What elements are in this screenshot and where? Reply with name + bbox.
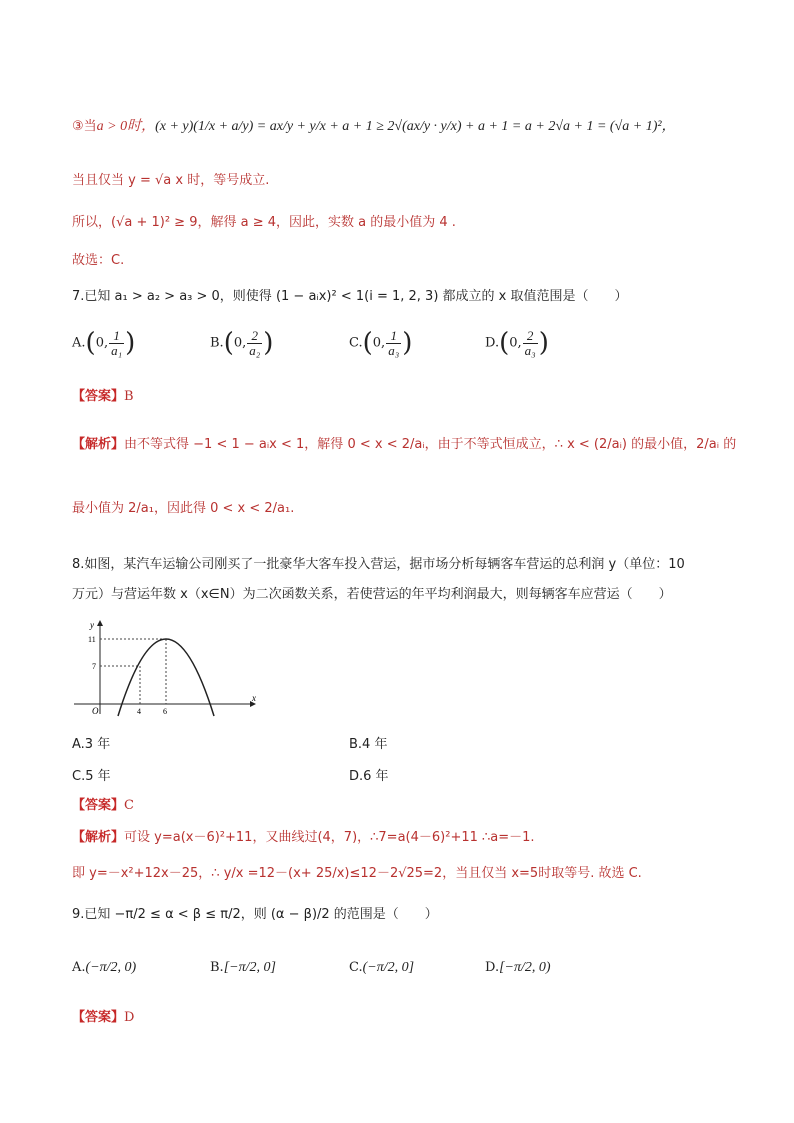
q6-line2: 当且仅当 y = √a x 时，等号成立. — [72, 173, 270, 188]
q9-stem: 9.已知 −π/2 ≤ α < β ≤ π/2，则 (α − β)/2 的范围是（ ） — [72, 907, 438, 922]
q7-answer — [72, 387, 134, 407]
y-tick-7: 7 — [92, 662, 96, 671]
q9-option-a — [72, 960, 136, 976]
q7-option-d: D.(0, $\frac{2}{\text{a₃}}$ ) — [485, 327, 549, 358]
q8-analysis-tag: 【解析】 — [72, 830, 125, 845]
x-tick-4: 4 — [137, 707, 141, 716]
q7-stem: 7.已知 a₁ > a₂ > a₃ > 0，则使得 (1 − aᵢx)² < 1(i = 1, 2, 3) 都成立的 x 取值范围是（ ） — [72, 289, 628, 304]
q9-option-d — [485, 960, 551, 976]
y-axis-label: y — [90, 620, 94, 630]
origin-label: O — [92, 706, 99, 716]
q8-option-c: C.5 年 — [72, 769, 111, 784]
q7-answer-tag: 【答案】 — [72, 389, 125, 404]
q8-graph — [70, 618, 260, 718]
q7-a-num: 1 — [109, 329, 124, 344]
q7-c-den: a₃ — [388, 342, 400, 358]
q8-answer-tag: 【答案】 — [72, 798, 125, 813]
q7-option-c: C.(0, $\frac{1}{\text{a₃}}$ ) — [349, 327, 413, 358]
q7-option-d-label: D. — [485, 335, 500, 351]
q8-analysis-text-1: 可设 y=a(x－6)²+11，又曲线过(4，7)，∴7=a(4－6)²+11 ∴a=－1. — [124, 830, 535, 845]
q8-stem-2: 万元）与营运年数 x（x∈N）为二次函数关系，若使营运的年平均利润最大，则每辆客车应营运（ ） — [72, 587, 672, 602]
q9-option-b-label: B. — [210, 960, 224, 975]
q7-option-c-label: C. — [349, 335, 363, 351]
q9-option-a-text: (−π/2, 0) — [85, 960, 137, 975]
q7-b-num: 2 — [247, 329, 262, 344]
q9-option-d-text: [−π/2, 0) — [499, 960, 551, 975]
q8-option-d: D.6 年 — [349, 769, 389, 784]
q7-option-a: A.(0, $\frac{1}{\text{a₁}}$ ) — [72, 327, 136, 358]
q9-option-a-label: A. — [72, 960, 86, 975]
q9-option-d-label: D. — [485, 960, 500, 975]
q6-line1 — [72, 117, 676, 137]
q7-option-b-label: B. — [210, 335, 224, 351]
q8-stem-1: 8.如图，某汽车运输公司刚买了一批豪华大客车投入营运，据市场分析每辆客车营运的总利润 y（单位：10 — [72, 557, 685, 572]
q7-analysis-1 — [72, 435, 736, 455]
q8-analysis-2: 即 y=－x²+12x－25，∴ y/x =12－(x+ 25/x)≤12－2√25=2，当且仅当 x=5时取等号. 故选 C. — [72, 866, 642, 881]
q7-a-den: a₁ — [111, 342, 123, 358]
q8-answer — [72, 796, 134, 816]
q6-line4: 故选：C. — [72, 253, 125, 268]
q9-option-b — [210, 960, 276, 976]
q9-option-c-text: (−π/2, 0] — [362, 960, 415, 975]
q7-analysis-tag: 【解析】 — [72, 437, 125, 452]
q8-option-b: B.4 年 — [349, 737, 388, 752]
q9-option-c — [349, 960, 414, 976]
q7-c-num: 1 — [386, 329, 401, 344]
q8-analysis-1 — [72, 828, 535, 848]
q9-answer — [72, 1008, 134, 1028]
y-axis-arrow — [97, 620, 103, 626]
q8-answer-value: C — [124, 798, 134, 813]
q9-option-b-text: [−π/2, 0] — [223, 960, 276, 975]
q6-line1-prefix: ③当 — [72, 119, 97, 134]
q9-answer-tag: 【答案】 — [72, 1010, 125, 1025]
y-tick-11: 11 — [88, 635, 96, 644]
q7-d-num: 2 — [523, 329, 538, 344]
q6-line1-expr: (x + y)(1/x + a/y) = ax/y + y/x + a + 1 ≥ 2√(ax/y · y/x) + a + 1 = a + 2√a + 1 = (√a + 1)²， — [155, 119, 676, 134]
q9-option-c-label: C. — [349, 960, 363, 975]
q6-line3: 所以，(√a + 1)² ≥ 9，解得 a ≥ 4，因此，实数 a 的最小值为 4 . — [72, 215, 456, 230]
q7-b-den: a₂ — [249, 342, 261, 358]
q7-answer-value: B — [124, 389, 134, 404]
q7-option-a-label: A. — [72, 335, 86, 351]
x-axis-label: x — [252, 693, 256, 703]
x-tick-6: 6 — [163, 707, 167, 716]
q8-option-a: A.3 年 — [72, 737, 111, 752]
q7-d-den: a₃ — [524, 342, 536, 358]
q7-analysis-2: 最小值为 2/a₁，因此得 0 < x < 2/a₁. — [72, 501, 295, 516]
q9-answer-value: D — [124, 1010, 135, 1025]
q7-analysis-text-1: 由不等式得 −1 < 1 − aᵢx < 1，解得 0 < x < 2/aᵢ，由于不等式恒成立，∴ x < (2/aᵢ) 的最小值，2/aᵢ 的 — [124, 437, 737, 452]
q7-option-b: B.(0, $\frac{2}{\text{a₂}}$ ) — [210, 327, 274, 358]
q6-line1-cond: a > 0时， — [96, 119, 156, 134]
